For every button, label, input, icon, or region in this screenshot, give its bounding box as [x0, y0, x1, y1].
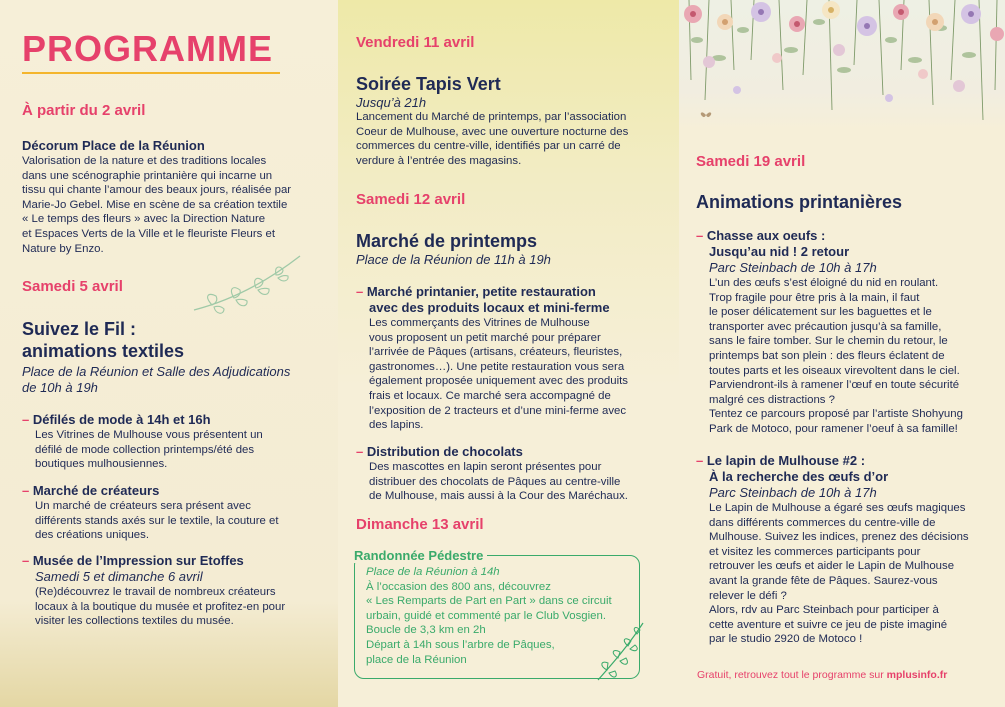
text-line: également proposée uniquement avec des produits [369, 375, 628, 388]
date-heading: Samedi 19 avril [696, 153, 806, 170]
text-line: toutes parts et les oiseaux virevoltent dans le ciel. [709, 364, 960, 377]
text-line: Park de Motoco, pour ramener l’oeuf à sa famille! [709, 422, 958, 435]
section-title: Animations printanières [696, 192, 903, 212]
text-line: de Mulhouse, mais aussi à la Cour des Maréchaux. [369, 490, 628, 503]
item-title: Musée de l’Impression sur Etoffes [32, 553, 244, 568]
date-heading: Vendredi 11 avril [356, 34, 475, 51]
item-description [356, 460, 676, 504]
floral-garland-icon [679, 0, 1005, 130]
item-title: Défilés de mode à 14h et 16h [32, 412, 211, 427]
text-line: Lancement du Marché de printemps, par l’association [356, 111, 627, 123]
text-line: des créations uniques. [35, 529, 149, 542]
text-line: verdure à l’entrée des magasins. [356, 154, 522, 167]
text-line: urbain, guidé et commenté par le Club Vosgien. [366, 609, 606, 622]
leaf-branch-icon [593, 618, 648, 684]
text-line: Valorisation de la nature et des traditions locales [22, 155, 267, 167]
column-middle [338, 0, 679, 707]
text-line: dans différents commerces du centre-ville de [709, 516, 936, 529]
text-line: Alors, rdv au Parc Steinbach pour participer à [709, 604, 939, 617]
title-underline [22, 72, 280, 74]
section-title [22, 318, 184, 362]
text-line: avant la grande fête de Pâques. Saurez-vous [709, 574, 938, 587]
text-line: Les commerçants des Vitrines de Mulhouse [369, 317, 590, 329]
decorum-block [22, 138, 332, 256]
text-line: À l’occasion des 800 ans, découvrez [366, 580, 551, 593]
item-description [22, 499, 334, 543]
text-line: Parviendront-ils à ramener l’œuf en toute sécurité [709, 379, 960, 392]
section-description [356, 110, 674, 168]
text-line: Trop fragile pour être pris à la main, il faut [709, 291, 920, 304]
text-line: gastronomes…). Une petite restauration vous sera [369, 360, 625, 373]
text-line: Mulhouse. Suivez les indices, prenez des décisions [709, 531, 969, 544]
item-subtitle: Samedi 5 et dimanche 6 avril [35, 569, 203, 584]
item-title: avec des produits locaux et mini-ferme [369, 300, 610, 315]
footer-note [697, 669, 947, 681]
column-left [0, 0, 338, 707]
text-line: Des mascottes en lapin seront présentes pour [369, 461, 602, 473]
text-line: par le studio 2920 de Motoco ! [709, 633, 863, 646]
item-description [22, 585, 334, 629]
subtitle-line: de 10h à 19h [22, 380, 98, 395]
text-line: locaux à la boutique du musée et profitez-en pour [35, 600, 286, 613]
text-line: (Re)découvrez le travail de nombreux créateurs [35, 586, 276, 598]
hike-subtitle: Place de la Réunion à 14h [366, 566, 500, 578]
text-line: transporter avec précaution jusqu’à sa famille, [709, 320, 942, 333]
text-line: L’un des œufs s’est éloigné du nid en roulant. [709, 277, 939, 289]
page-title: PROGRAMME [22, 28, 273, 69]
text-line: dans une scénographie printanière qui incarne un [22, 169, 273, 182]
text-line: Départ à 14h sous l’arbre de Pâques, [366, 638, 555, 651]
item-title: Marché de créateurs [32, 483, 160, 498]
leaf-branch-icon [190, 252, 305, 318]
website-link[interactable]: mplusinfo.fr [886, 669, 948, 681]
text-line: Nature by Enzo. [22, 242, 104, 255]
text-line: frais et locaux. Ce marché sera accompagné de [369, 389, 611, 402]
text-line: cette aventure et suivre ce jeu de piste imaginé [709, 618, 948, 631]
list-item: – Marché printanier, petite restauration avec des produits locaux et mini-ferme Les commerçants des Vitrines de Mulhouse vous proposent un petit marché pour préparer l’arrivée de Pâques (artisans, créateurs, fleuristes, gastronomes…). Une petite restauration vous sera également proposée uniquement avec des produits frais et locaux. Ce marché sera accompagné de l’exposition de 2 tracteurs et d’une mini-ferme avec des lapins. [356, 284, 676, 433]
text-line: différents stands axés sur le textile, la couture et [35, 514, 279, 527]
item-title: Distribution de chocolats [366, 444, 523, 459]
text-line: Les Vitrines de Mulhouse vous présentent un [35, 429, 263, 441]
text-line: malgré ces distractions ? [709, 393, 835, 406]
item-title: Jusqu’au nid ! 2 retour [709, 244, 850, 259]
item-description [696, 501, 1002, 647]
item-title: Le lapin de Mulhouse #2 : [706, 453, 866, 468]
list-item: – Distribution de chocolats Des mascottes en lapin seront présentes pour distribuer des chocolats de Pâques au centre-ville de Mulhouse, mais aussi à la Cour des Maréchaux. [356, 444, 676, 504]
text-line: commerces du centre-ville, identifiés par un carré de [356, 140, 621, 153]
text-line: « Le temps des fleurs » avec la Direction Nature [22, 213, 266, 226]
text-line: sans le faire tomber. Sur le chemin du retour, le [709, 335, 948, 348]
text-line: et Espaces Verts de la Ville et le fleuriste Fleurs et [22, 227, 276, 240]
date-heading: À partir du 2 avril [22, 102, 146, 119]
hike-title: Randonnée Pédestre [354, 548, 487, 563]
list-item: – Défilés de mode à 14h et 16h Les Vitrines de Mulhouse vous présentent un défilé de mode collection printemps/été des boutiques mulhousiennes. [22, 412, 334, 472]
section-title: Soirée Tapis Vert [356, 74, 501, 94]
text-line: distribuer des chocolats de Pâques au centre-ville [369, 475, 621, 488]
footer-text: Gratuit, retrouvez tout le programme sur [697, 669, 887, 681]
section-subtitle [22, 364, 290, 396]
column-right [679, 0, 1005, 707]
title-line: animations textiles [22, 341, 185, 361]
date-heading: Dimanche 13 avril [356, 516, 484, 533]
text-line: Boucle de 3,3 km en 2h [366, 624, 486, 637]
text-line: le poser délicatement sur les baguettes et le [709, 306, 932, 319]
text-line: et visitez les commerces participants pour [709, 545, 921, 558]
item-title: Marché printanier, petite restauration [366, 284, 596, 299]
list-item: – Chasse aux oeufs : Jusqu’au nid ! 2 retour Parc Steinbach de 10h à 17h L’un des œufs s’est éloigné du nid en roulant. Trop fragile pour être pris à la main, il faut le poser délicatement sur les baguettes et le transporter avec précaution jusqu’à sa famille, sans le faire tomber. Sur le chemin du retour, le printemps bat son plein : des fleurs éclatent de toutes parts et les oiseaux virevoltent dans le ciel. Parviendront-ils à ramener l’œuf en toute sécurité malgré ces distractions ? Tentez ce parcours proposé par l’artiste Shohyung Park de Motoco, pour ramener l’oeuf à sa famille! [696, 228, 1002, 437]
text-line: boutiques mulhousiennes. [35, 458, 168, 471]
date-heading: Samedi 5 avril [22, 278, 123, 295]
text-line: tissu qui chante l’amour des beaux jours, réalisée par [22, 184, 292, 197]
item-description [696, 276, 1002, 437]
item-subtitle: Parc Steinbach de 10h à 17h [709, 485, 877, 500]
subtitle-line: Place de la Réunion et Salle des Adjudications [22, 364, 291, 379]
butterfly-icon [699, 110, 713, 120]
item-title: Chasse aux oeufs : [706, 228, 826, 243]
item-description [22, 428, 334, 472]
text-line: l’arrivée de Pâques (artisans, créateurs, fleuristes, [369, 346, 623, 359]
text-line: place de la Réunion [366, 653, 467, 666]
text-line: Marie-Jo Gebel. Mise en scène de sa création textile [22, 198, 288, 211]
date-heading: Samedi 12 avril [356, 191, 466, 208]
item-subtitle: Parc Steinbach de 10h à 17h [709, 260, 877, 275]
text-line: l’exposition de 2 tracteurs et d’une mini-ferme avec [369, 404, 627, 417]
item-title: Décorum Place de la Réunion [22, 138, 205, 153]
list-item: – Marché de créateurs Un marché de créateurs sera présent avec différents stands axés sur le textile, la couture et des créations uniques. [22, 483, 334, 543]
list-item: – Musée de l’Impression sur Etoffes Samedi 5 et dimanche 6 avril (Re)découvrez le travail de nombreux créateurs locaux à la boutique du musée et profitez-en pour visiter les collections textiles du musée. [22, 553, 334, 629]
text-line: retrouver les œufs et aider le Lapin de Mulhouse [709, 560, 955, 573]
list-item: – Le lapin de Mulhouse #2 : À la recherche des œufs d’or Parc Steinbach de 10h à 17h Le Lapin de Mulhouse a égaré ses œufs magiques dans différents commerces du centre-ville de Mulhouse. Suivez les indices, prenez des décisions et visitez les commerces participants pour retrouver les œufs et aider le Lapin de Mulhouse avant la grande fête de Pâques. Saurez-vous relever le défi ? Alors, rdv au Parc Steinbach pour participer à cette aventure et suivre ce jeu de piste imaginé par le studio 2920 de Motoco ! [696, 453, 1002, 647]
text-line: printemps bat son plein : des fleurs éclatent de [709, 349, 945, 362]
item-title: À la recherche des œufs d’or [709, 469, 889, 484]
section-subtitle: Jusqu’à 21h [356, 95, 427, 110]
text-line: Le Lapin de Mulhouse a égaré ses œufs magiques [709, 502, 966, 514]
text-line: « Les Remparts de Part en Part » dans ce circuit [366, 595, 612, 608]
item-description [22, 154, 332, 256]
text-line: Coeur de Mulhouse, avec une ouverture nocturne des [356, 125, 629, 138]
text-line: relever le défi ? [709, 589, 787, 602]
text-line: Tentez ce parcours proposé par l’artiste Shohyung [709, 408, 963, 421]
item-description [356, 316, 676, 433]
text-line: défilé de mode collection printemps/été des [35, 443, 255, 456]
section-title: Marché de printemps [356, 231, 538, 251]
text-line: des lapins. [369, 419, 424, 432]
title-line: Suivez le Fil : [22, 319, 137, 339]
text-line: visiter les collections textiles du musée. [35, 615, 234, 628]
text-line: Un marché de créateurs sera présent avec [35, 500, 251, 512]
section-subtitle: Place de la Réunion de 11h à 19h [356, 252, 551, 267]
text-line: vous proposent un petit marché pour préparer [369, 331, 601, 344]
